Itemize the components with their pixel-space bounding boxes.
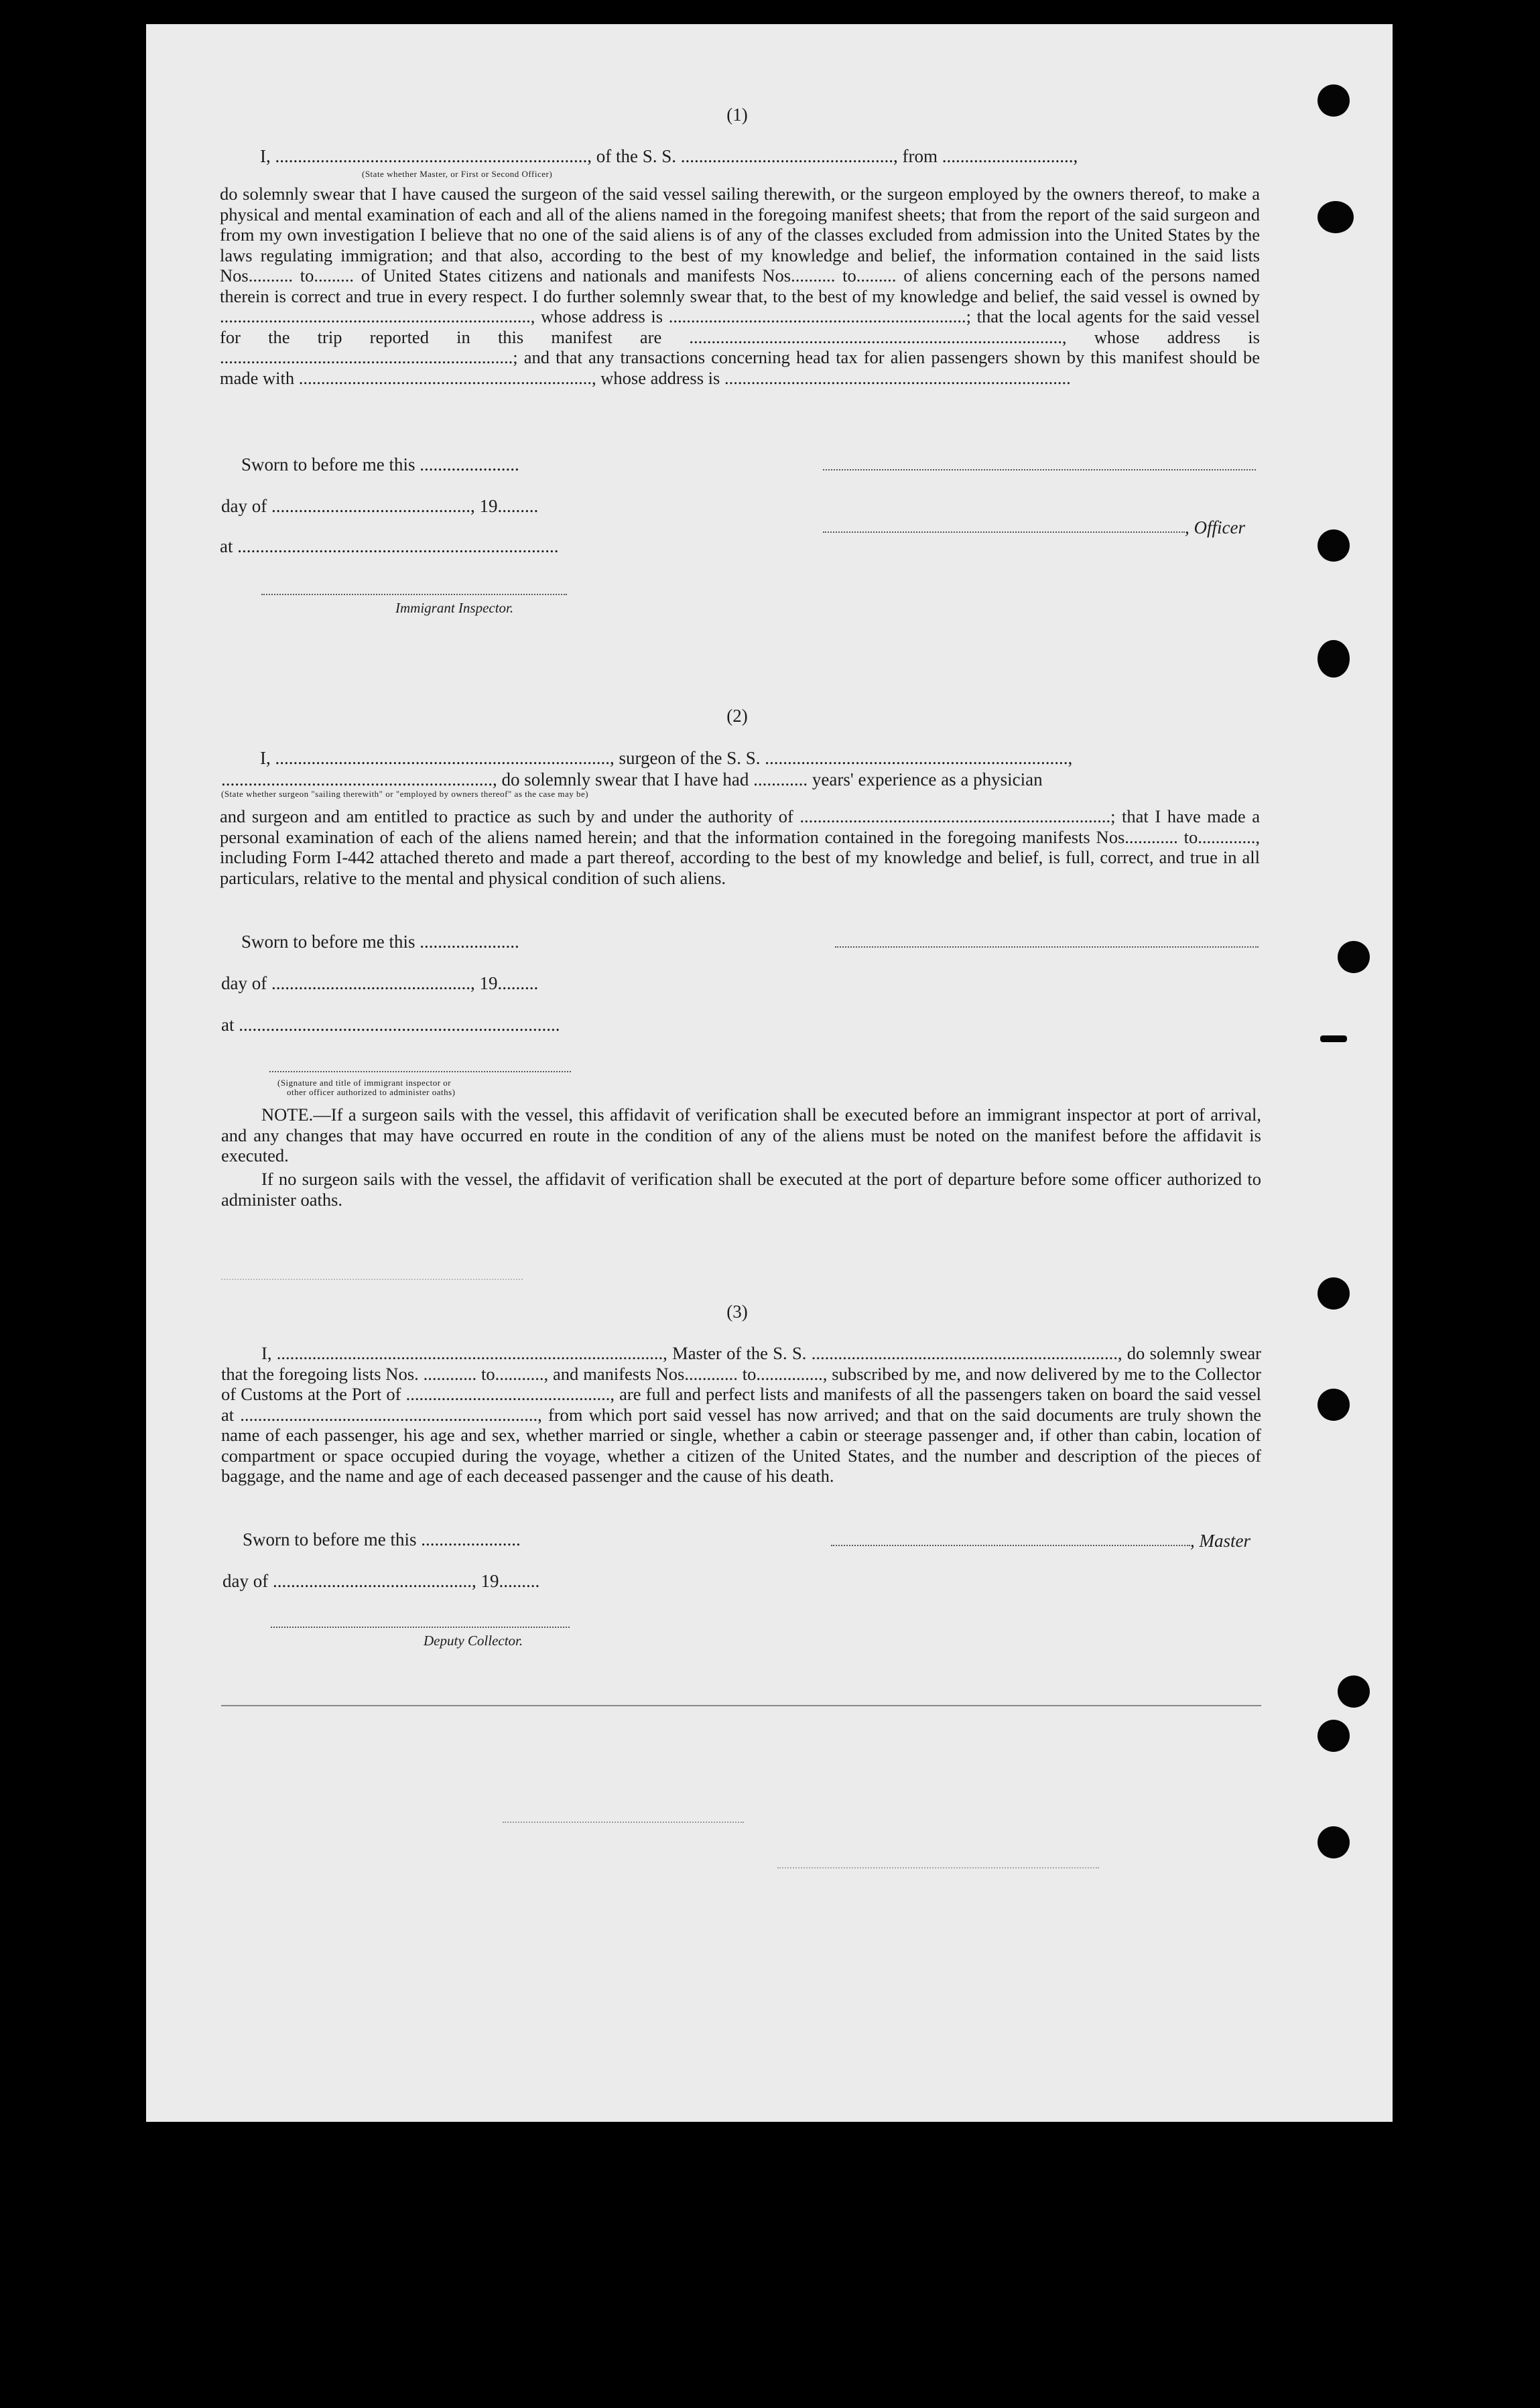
- faint-dots-1: [503, 1822, 744, 1823]
- deputy-signature-line: [271, 1627, 570, 1628]
- signature-caption-2: other officer authorized to administer oaths): [287, 1087, 456, 1097]
- surgeon-note: NOTE.—If a surgeon sails with the vessel, this affidavit of verification shall be executed before an immigrant inspector at port of arrival, and any changes that may have occurred en route in the condition of any of the aliens must be noted on the manifest before the affidavit is executed.: [221, 1104, 1261, 1165]
- bottom-rule: [221, 1705, 1261, 1706]
- section-2-first-line: I, .........................................................................., surgeon of the S. S. ...................................................................,: [260, 748, 1073, 768]
- punch-hole: [1338, 941, 1370, 973]
- section-1-number: (1): [726, 105, 748, 125]
- punch-hole: [1320, 1035, 1347, 1042]
- signature-caption-1: (Signature and title of immigrant inspector or: [277, 1078, 452, 1088]
- section-1-caption: (State whether Master, or First or Second Officer): [362, 169, 553, 179]
- section-2-second-line: ............................................................, do solemnly swear that I have had ............ years' experience as a physician: [221, 769, 1043, 789]
- no-surgeon-note: If no surgeon sails with the vessel, the affidavit of verification shall be executed at the port of departure before some officer authorized to administer oaths.: [221, 1169, 1261, 1210]
- day-line-3: day of ............................................, 19.........: [222, 1571, 540, 1591]
- sworn-line-1: Sworn to before me this ......................: [241, 454, 519, 474]
- at-line-1: at .......................................................................: [220, 536, 559, 556]
- officer-signature-line: [823, 531, 1185, 533]
- master-label: , Master: [1190, 1531, 1250, 1551]
- inspector-label: Immigrant Inspector.: [395, 600, 514, 616]
- sworn-line-2: Sworn to before me this ......................: [241, 932, 519, 952]
- inspector-signature-line-2: [269, 1071, 571, 1072]
- punch-hole: [1318, 1826, 1350, 1858]
- day-line-1: day of ............................................, 19.........: [221, 496, 539, 516]
- faint-dots-2: [777, 1867, 1099, 1868]
- punch-hole: [1318, 640, 1350, 678]
- section-3-oath: I, ......................................................................................., Master of the S. S. ....................................................................., do solemnly swear that the foregoing lists Nos. ............ to..........., and manifests Nos............ to..............., subscribed by me, and now delivered by me to the Collector of Customs at the Port of .............................................., are full and perfect lists and manifests of all the passengers taken on board the said vessel at ..................................................................., from which port said vessel has now arrived; and that on the said documents are truly shown the name of each passenger, his age and sex, whether married or single, whether a cabin or steerage passenger and, if other than cabin, location of compartment or space occupied during the voyage, whether a citizen of the United States, and the number and description of the pieces of baggage, and the name and age of each deceased passenger and the cause of his death.: [221, 1343, 1261, 1486]
- section-2-oath: and surgeon and am entitled to practice as such by and under the authority of ......................................................................; that I have made a personal examination of each of the aliens named herein; and that the information contained in the foregoing manifests Nos............ to............., including Form I-442 attached thereto and made a part thereof, according to the best of my knowledge and belief, is full, correct, and true in all particulars, relative to the mental and physical condition of such aliens.: [220, 806, 1260, 888]
- section-2-number: (2): [726, 706, 748, 726]
- section-2-caption: (State whether surgeon "sailing therewith" or "employed by owners thereof" as the case may be): [221, 789, 589, 799]
- officer-label: , Officer: [1185, 517, 1245, 537]
- punch-hole: [1318, 84, 1350, 117]
- section-3-number: (3): [726, 1302, 748, 1322]
- punch-hole: [1338, 1675, 1370, 1708]
- punch-hole: [1318, 1389, 1350, 1421]
- section-1-oath: do solemnly swear that I have caused the surgeon of the said vessel sailing therewith, or the surgeon employed by the owners thereof, to make a physical and mental examination of each and all of the aliens named in the foregoing manifest sheets; that from the report of the said surgeon and from my own investigation I believe that no one of the said aliens is of any of the classes excluded from admission into the United States by the laws regulating immigration; and that also, according to the best of my knowledge and belief, the information contained in the said lists Nos.......... to......... of United States citizens and nationals and manifests Nos.......... to......... of aliens concerning each of the persons named therein is correct and true in every respect. I do further solemnly swear that, to the best of my knowledge and belief, the said vessel is owned by ......................................................................, whose address is ...................................................................; that the local agents for the said vessel for the trip reported in this manifest are ...................................................................................., whose address is ..................................................................; and that any transactions concerning head tax for alien passengers shown by this manifest should be made with .................................................................., whose address is ..............................................................................: [220, 184, 1260, 388]
- surgeon-signature-line: [835, 946, 1259, 948]
- punch-hole: [1318, 529, 1350, 562]
- punch-hole: [1318, 1720, 1350, 1752]
- section-divider-1: [221, 1279, 523, 1280]
- punch-hole: [1318, 1277, 1350, 1310]
- signature-line-1: [823, 469, 1256, 470]
- sworn-line-3: Sworn to before me this ......................: [243, 1529, 521, 1549]
- day-line-2: day of ............................................, 19.........: [221, 973, 539, 993]
- master-signature-line: [831, 1545, 1190, 1546]
- section-1-first-line: I, ....................................................................., of the S. S. ..............................................., from .............................,: [260, 146, 1078, 166]
- deputy-label: Deputy Collector.: [424, 1633, 523, 1649]
- punch-hole: [1318, 201, 1354, 233]
- inspector-signature-line: [261, 594, 567, 595]
- at-line-2: at .......................................................................: [221, 1015, 560, 1035]
